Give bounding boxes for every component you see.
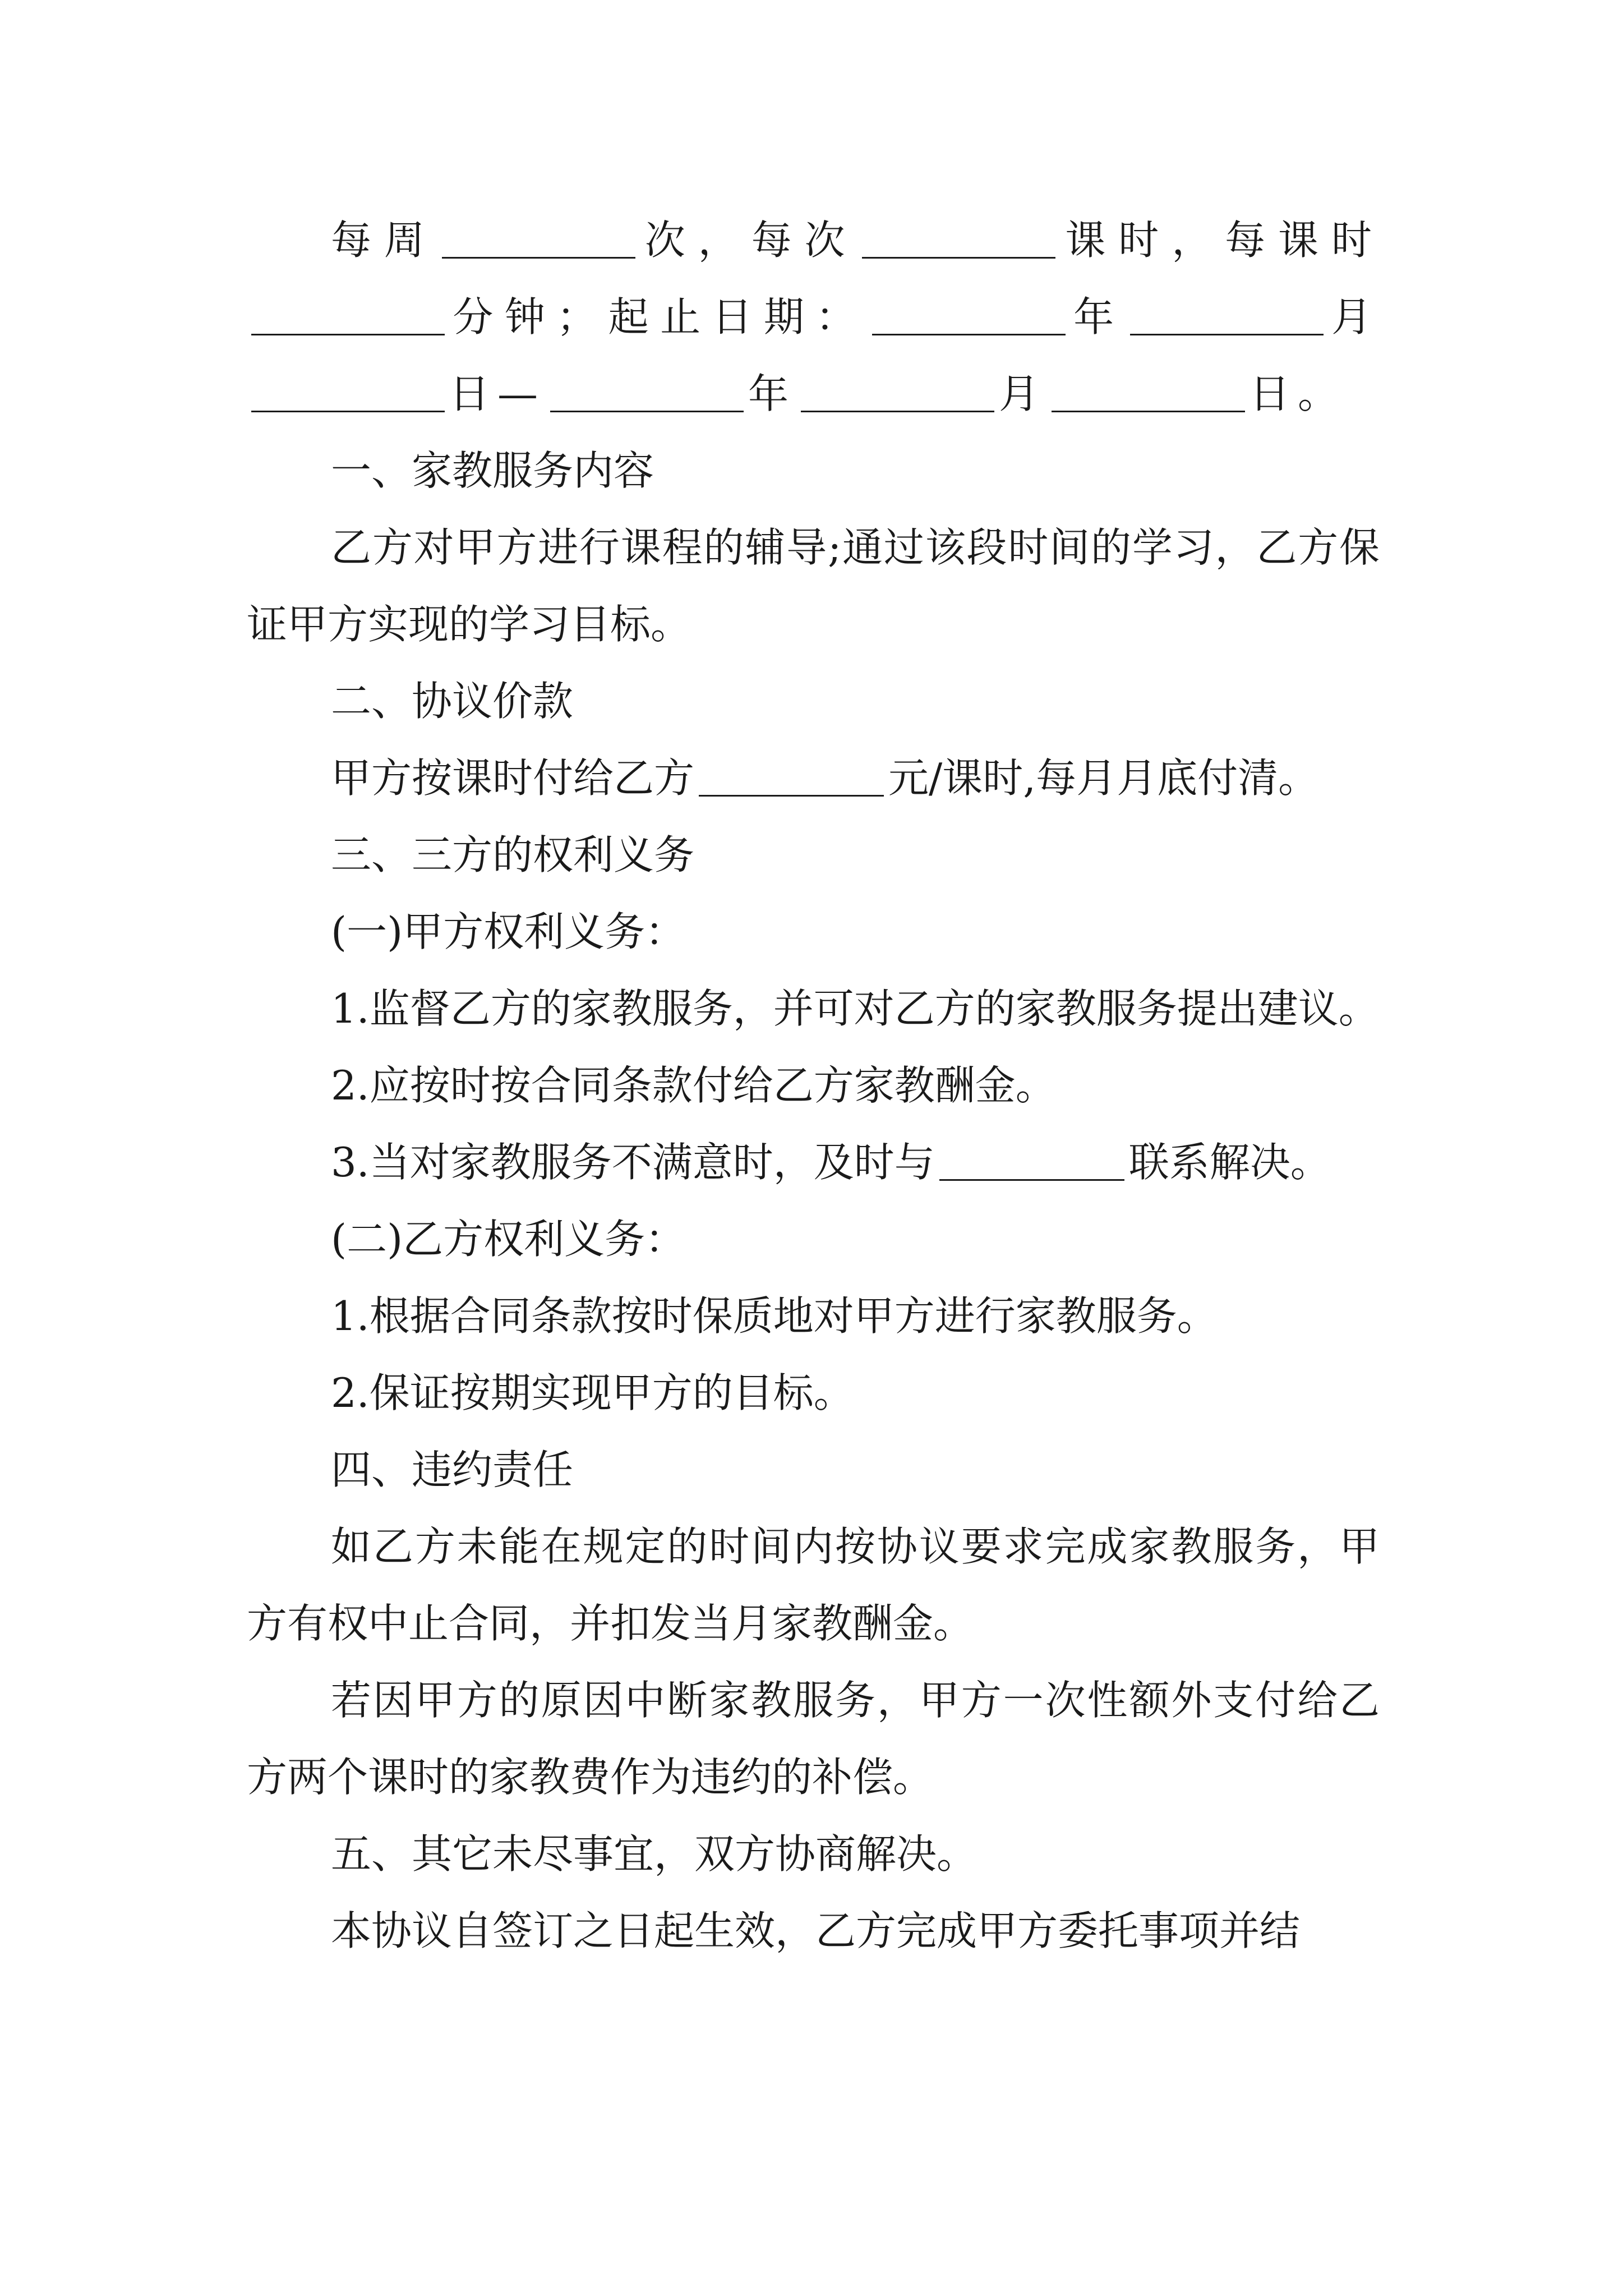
price-text-before: 甲方按课时付给乙方 [331,754,695,802]
section4-heading: 四、违约责任 [331,1446,574,1493]
schedule-text: 年 [1069,293,1126,341]
section1-heading: 一、家教服务内容 [331,447,654,494]
blank-field [251,376,445,412]
price-text-after: 元/课时,每月月底付清。 [888,754,1319,802]
party-a-heading: (一)甲方权利义务： [331,908,686,955]
schedule-text: 日。 [1249,370,1347,417]
schedule-text: 月 [1327,293,1380,341]
schedule-text: 月 [999,370,1048,417]
section1-text: 乙方对甲方进行课程的辅导;通过该段时间的学习，乙方保证甲方实现的学习目标。 [247,524,1380,648]
blank-field [550,376,744,412]
party-a-item-3 [247,1124,1380,1201]
schedule-text: 日— [449,370,546,417]
price-blank-field [699,760,884,797]
section5-heading: 五、其它未尽事宜，双方协商解决。 [331,1830,978,1878]
blank-field [1130,299,1324,335]
section4-paragraph-1: 如乙方未能在规定的时间内按协议要求完成家教服务，甲方有权中止合同，并扣发当月家教酬金。 [247,1523,1380,1647]
item3-text-after: 联系解决。 [1128,1139,1331,1186]
schedule-text: 每周 [331,217,437,264]
document-body [247,202,1380,1970]
blank-field [1052,376,1245,412]
party-b-item-1: 1.根据合同条款按时保质地对甲方进行家教服务。 [331,1292,1218,1340]
party-a-item-2: 2.应按时按合同条款付给乙方家教酬金。 [331,1062,1056,1109]
section4-paragraph-2: 若因甲方的原因中断家教服务，甲方一次性额外支付给乙方两个课时的家教费作为违约的补偿。 [247,1677,1380,1801]
blank-field [251,299,445,335]
item3-text-before: 3.当对家教服务不满意时，及时与 [331,1139,935,1186]
blank-field [801,376,994,412]
section3-heading: 三、三方的权利义务 [331,831,695,878]
schedule-text: 课时，每课时 [1060,217,1380,264]
party-b-item-2: 2.保证按期实现甲方的目标。 [331,1369,854,1416]
blank-field [872,299,1066,335]
section2-heading: 二、协议价款 [331,678,574,725]
schedule-paragraph [247,202,1380,432]
closing-text: 本协议自签订之日起生效，乙方完成甲方委托事项并结 [331,1907,1301,1954]
party-a-item-1: 1.监督乙方的家教服务，并可对乙方的家教服务提出建议。 [331,985,1379,1032]
schedule-text: 分钟；起止日期： [449,293,868,341]
contact-blank-field [939,1144,1124,1181]
schedule-text: 次，每次 [639,217,858,264]
party-b-heading: (二)乙方权利义务： [331,1216,686,1263]
schedule-text: 年 [748,370,797,417]
blank-field [862,222,1055,259]
blank-field [442,222,635,259]
section2-text [247,740,1380,817]
